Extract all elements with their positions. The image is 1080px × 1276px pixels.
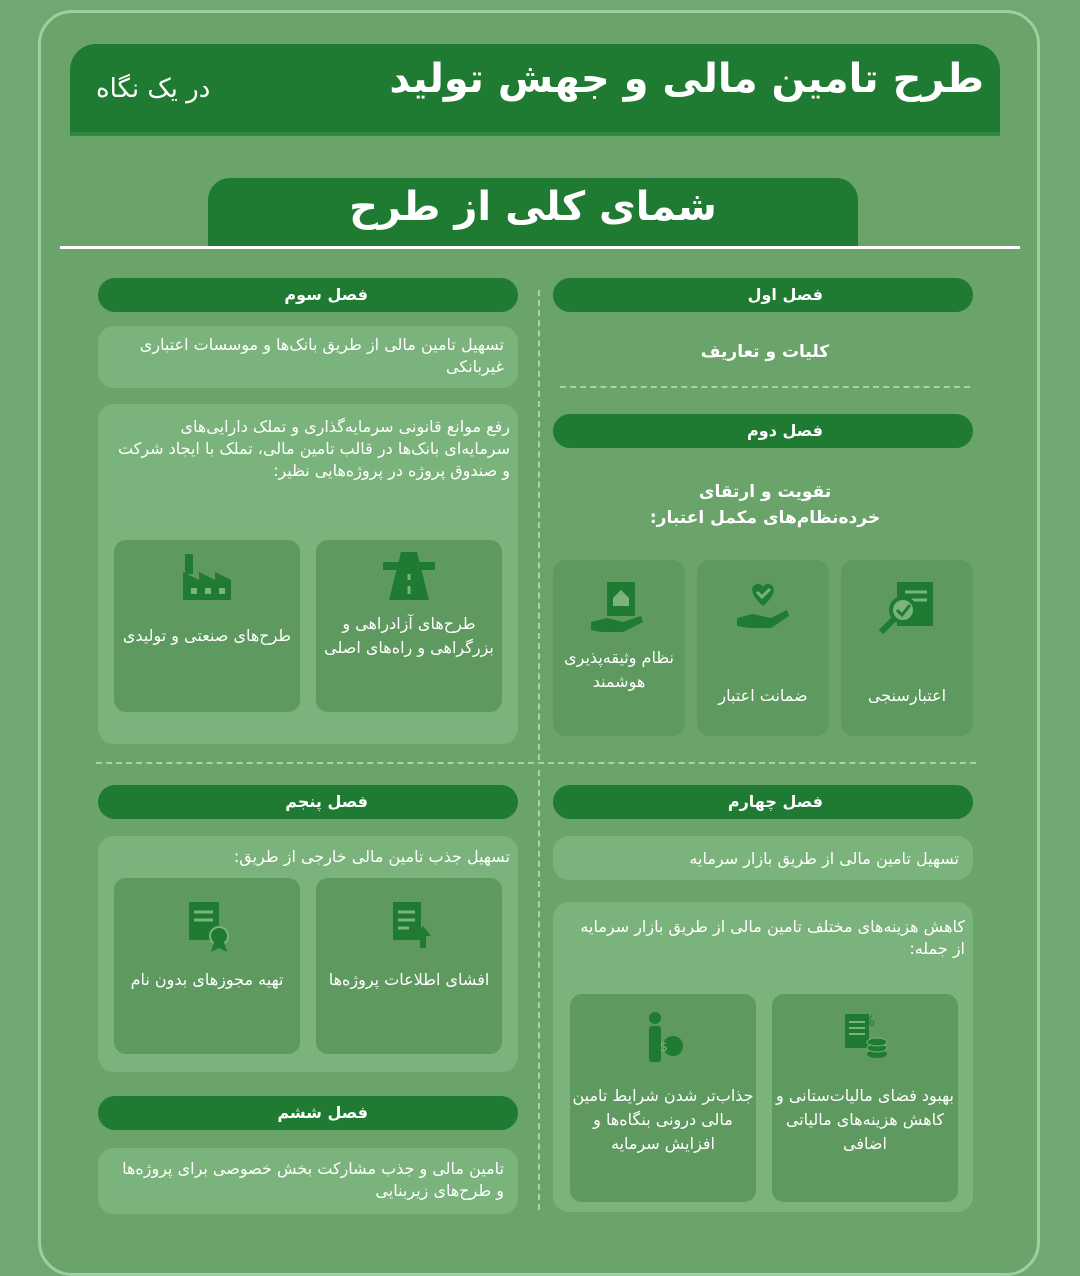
chapter5-card-permits — [114, 878, 300, 1054]
chapter4-card-internal-finance — [570, 994, 756, 1202]
certificate-icon — [177, 898, 237, 952]
magnifier-check-icon — [875, 578, 939, 638]
card-label: جذاب‌تر شدن شرایط تامین مالی درونی بنگاه‌ها و افزایش سرمایه — [572, 1086, 754, 1153]
card-label: طرح‌های صنعتی و تولیدی — [122, 626, 292, 645]
tax-coins-icon — [835, 1010, 895, 1064]
chapter4-text1: تسهیل تامین مالی از طریق بازار سرمایه — [553, 836, 973, 880]
card-label: نظام وثیقه‌پذیری هوشمند — [564, 648, 674, 691]
factory-icon — [177, 548, 237, 602]
card-label: ضمانت اعتبار — [718, 686, 808, 705]
chapter3-text2: رفع موانع قانونی سرمایه‌گذاری و تملک دارایی‌های سرمایه‌ای بانک‌ها در قالب تامین مالی، تملک با ایجاد شرکت و صندوق پروژه در پروژه‌هایی نظیر: — [118, 417, 510, 480]
chapter6-text: تامین مالی و جذب مشارکت بخش خصوصی برای پروژه‌ها و طرح‌های زیربنایی — [98, 1148, 518, 1214]
person-money-icon — [633, 1010, 693, 1064]
document-upload-icon — [379, 898, 439, 952]
chapter2-label: فصل دوم — [553, 414, 973, 448]
chapter2-subtitle-line1: تقویت و ارتقای — [698, 482, 832, 502]
hand-heart-icon — [731, 578, 795, 638]
chapter3-card-highways — [316, 540, 502, 712]
chapter6-label: فصل ششم — [98, 1096, 518, 1130]
svg-text:%: % — [861, 1014, 875, 1030]
chapter5-label: فصل پنجم — [98, 785, 518, 819]
chapter1-text: کلیات و تعاریف — [700, 342, 830, 362]
card-label: اعتبارسنجی — [867, 686, 947, 705]
overview-tab-underline — [60, 246, 1020, 249]
card-label: طرح‌های آزادراهی و بزرگراهی و راه‌های اصلی — [324, 614, 494, 657]
chapter5-text: تسهیل جذب تامین مالی خارجی از طریق: — [233, 847, 510, 866]
page-title: طرح تامین مالی و جهش تولید — [389, 56, 984, 102]
svg-text:$: $ — [659, 1040, 668, 1055]
chapter3-card-industrial — [114, 540, 300, 712]
chapter5-card-disclosure — [316, 878, 502, 1054]
chapter1-label: فصل اول — [553, 278, 973, 312]
chapter3-text1: تسهیل تامین مالی از طریق بانک‌ها و موسسات اعتباری غیربانکی — [98, 326, 518, 388]
highway-icon — [379, 548, 439, 602]
column-divider-bottom — [538, 770, 540, 1210]
chapter2-card-credit-guarantee — [697, 560, 829, 736]
card-label: افشای اطلاعات پروژه‌ها — [328, 970, 490, 989]
column-divider-top — [538, 290, 540, 760]
card-label: تهیه مجوزهای بدون نام — [130, 970, 284, 989]
chapter4-label: فصل چهارم — [553, 785, 973, 819]
chapter3-label: فصل سوم — [98, 278, 518, 312]
overview-tab-label: شمای کلی از طرح — [349, 184, 717, 230]
row-divider — [96, 762, 976, 764]
chapter1-divider — [560, 386, 970, 388]
page-title-suffix: در یک نگاه — [96, 74, 211, 104]
chapter4-card-tax — [772, 994, 958, 1202]
hand-document-icon — [587, 578, 651, 638]
chapter2-subtitle-line2: خرده‌نظام‌های مکمل اعتبار: — [649, 508, 881, 528]
card-label: بهبود فضای مالیات‌ستانی و کاهش هزینه‌های مالیاتی اضافی — [776, 1086, 954, 1153]
chapter4-text2: کاهش هزینه‌های مختلف تامین مالی از طریق بازار سرمایه از جمله: — [580, 917, 965, 958]
chapter2-card-credit-rating — [841, 560, 973, 736]
chapter2-card-smart-collateral — [553, 560, 685, 736]
